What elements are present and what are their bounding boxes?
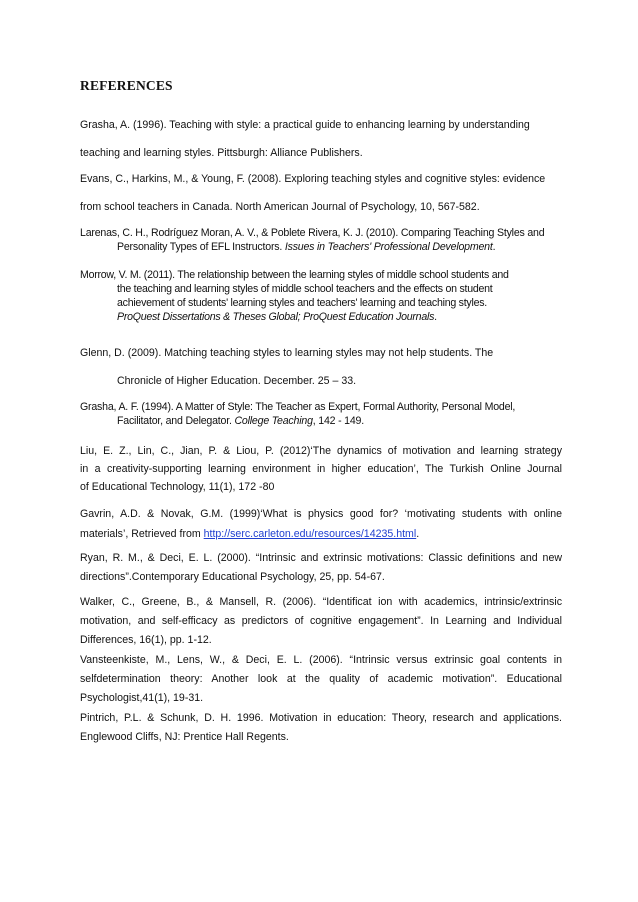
ref-line: Ryan, R. M., & Deci, E. L. (2000). “Intrinsic and extrinsic motivations: Classic definitions and new [80,552,562,564]
reference-evans-2008 [80,172,562,214]
ref-line: motivation, and self-efficacy as predictors of cognitive engagement”. In Learning and Individual [80,615,562,627]
reference-liu-2012 [80,442,562,496]
ref-text: . [434,311,437,323]
ref-line: Evans, C., Harkins, M., & Young, F. (2008). Exploring teaching styles and cognitive styles: evidence [80,173,546,185]
ref-text: . [416,528,420,540]
ref-text: Personality Types of EFL Instructors. [117,241,285,253]
ref-line: achievement of students' learning styles and teachers' learning and teaching styles. [117,297,487,309]
reference-grasha-1996 [80,118,562,160]
references-heading: REFERENCES [80,78,173,93]
ref-line: Morrow, V. M. (2011). The relationship between the learning styles of middle school students and [80,269,509,281]
ref-line: Liu, E. Z., Lin, C., Jian, P. & Liou, P. (2012)‘The dynamics of motivation and learning strategy [80,445,562,457]
journal-title: Issues in Teachers' Professional Development [284,241,493,253]
ref-line [80,310,562,324]
resource-link[interactable]: http://serc.carleton.edu/resources/14235.html [203,528,417,540]
ref-line: Vansteenkiste, M., Lens, W., & Deci, E. L. (2006). “Intrinsic versus extrinsic goal contents in [80,654,562,666]
ref-line: Grasha, A. (1996). Teaching with style: a practical guide to enhancing learning by understanding [80,119,530,131]
ref-line: of Educational Technology, 11(1), 172 -80 [80,481,275,493]
ref-line [80,414,562,428]
reference-larenas-2010 [80,226,562,254]
ref-line: Pintrich, P.L. & Schunk, D. H. 1996. Motivation in education: Theory, research and applications. [80,712,562,724]
ref-text: Facilitator, and Delegator. [117,415,235,427]
ref-text: , 142 - 149. [312,415,364,427]
ref-line: Englewood Cliffs, NJ: Prentice Hall Regents. [80,731,289,743]
ref-line [80,240,562,254]
ref-line: in a creativity-supporting learning environment in higher education’, The Turkish Online Journal [80,463,562,475]
reference-walker-2006 [80,593,562,650]
reference-ryan-2000 [80,549,562,587]
reference-vansteenkiste-2006 [80,651,562,708]
ref-line: Psychologist,41(1), 19-31. [80,692,204,704]
ref-text: . [492,241,496,253]
ref-line: Chronicle of Higher Education. December. 25 – 33. [117,375,357,387]
ref-line: from school teachers in Canada. North American Journal of Psychology, 10, 567-582. [80,201,480,213]
reference-gavrin-1999 [80,504,562,544]
ref-line: Walker, C., Greene, B., & Mansell, R. (2006). “Identificat ion with academics, intrinsic/extrinsic [80,596,562,608]
ref-line: the teaching and learning styles of middle school teachers and the effects on student [117,283,493,295]
ref-line: selfdetermination theory: Another look at the quality of academic motivation”. Educational [80,673,562,685]
reference-grasha-1994 [80,400,562,428]
ref-line: Glenn, D. (2009). Matching teaching styles to learning styles may not help students. The [80,347,494,359]
journal-title: ProQuest Dissertations & Theses Global; ProQuest Education Journals [117,311,435,323]
journal-title: College Teaching [234,415,313,427]
reference-glenn-2009 [80,346,562,388]
ref-line: Differences, 16(1), pp. 1-12. [80,634,212,646]
reference-morrow-2011 [80,268,562,324]
reference-pintrich-1996 [80,709,562,747]
ref-line: Grasha, A. F. (1994). A Matter of Style: The Teacher as Expert, Formal Authority, Personal Model, [80,401,516,413]
ref-line [80,524,562,544]
ref-text: materials’, Retrieved from [80,528,204,540]
ref-line: directions”.Contemporary Educational Psychology, 25, pp. 54-67. [80,571,385,583]
ref-line: Gavrin, A.D. & Novak, G.M. (1999)‘What is physics good for? ‘motivating students with online [80,508,562,520]
ref-line: Larenas, C. H., Rodríguez Moran, A. V., & Poblete Rivera, K. J. (2010). Comparing Teaching Styles and [80,227,545,239]
ref-line: teaching and learning styles. Pittsburgh: Alliance Publishers. [80,147,363,159]
